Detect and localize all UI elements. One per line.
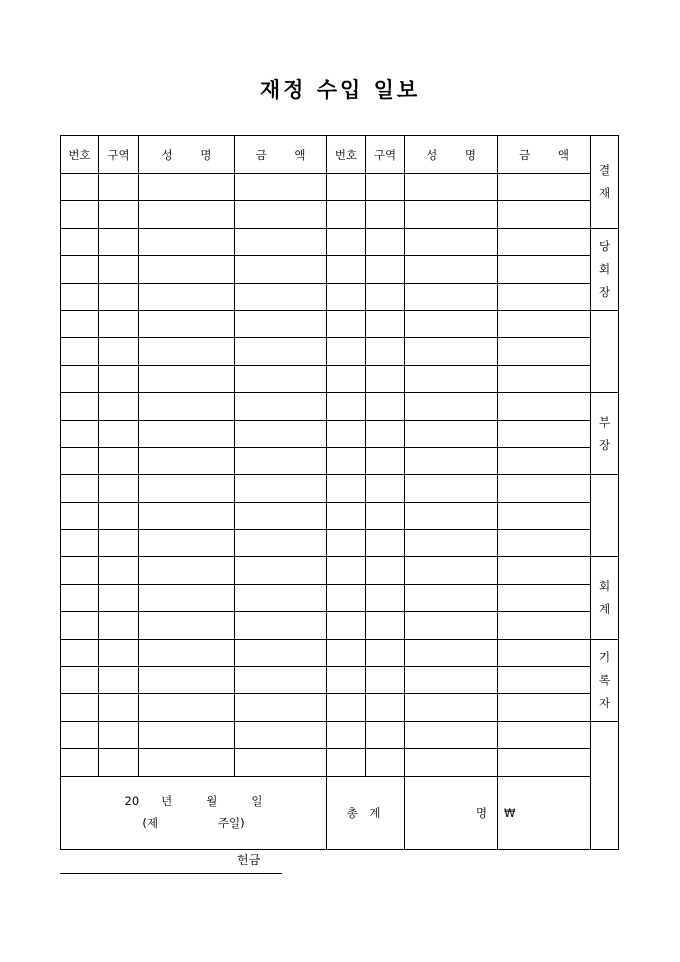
table-cell[interactable] [235, 310, 327, 337]
table-cell[interactable] [366, 365, 405, 392]
table-cell[interactable] [99, 174, 139, 201]
table-cell[interactable] [139, 694, 235, 721]
table-cell[interactable] [405, 557, 498, 584]
table-cell[interactable] [99, 530, 139, 557]
table-row [61, 174, 619, 201]
table-cell[interactable] [99, 667, 139, 694]
table-cell[interactable] [366, 584, 405, 611]
table-cell[interactable] [139, 420, 235, 447]
table-cell[interactable] [235, 612, 327, 639]
table-cell[interactable] [235, 174, 327, 201]
approval-blank-cell [591, 721, 619, 849]
table-cell[interactable] [235, 502, 327, 529]
approval-party-chair-cell [591, 228, 619, 310]
approval-sign-cell [591, 136, 619, 229]
table-cell[interactable] [498, 201, 591, 228]
date-line [61, 791, 326, 813]
table-cell[interactable] [405, 639, 498, 666]
approval-blank-cell [591, 310, 619, 392]
table-cell[interactable] [405, 530, 498, 557]
table-cell[interactable] [139, 201, 235, 228]
table-row [61, 749, 619, 776]
table-cell[interactable] [235, 283, 327, 310]
table-row [61, 201, 619, 228]
table-cell[interactable] [405, 612, 498, 639]
table-row [61, 420, 619, 447]
table-cell[interactable] [327, 338, 366, 365]
table-cell[interactable] [61, 283, 99, 310]
table-row [61, 557, 619, 584]
table-cell[interactable] [366, 475, 405, 502]
table-cell[interactable] [235, 228, 327, 255]
table-cell[interactable] [327, 612, 366, 639]
table-cell[interactable] [235, 256, 327, 283]
table-cell[interactable] [99, 557, 139, 584]
approval-accountant-label: 회계 [598, 579, 611, 617]
table-cell[interactable] [139, 365, 235, 392]
table-row [61, 667, 619, 694]
header-number-2: 번호 [327, 136, 366, 174]
total-label: 총 계 [327, 776, 405, 849]
table-cell[interactable] [366, 557, 405, 584]
table-cell[interactable] [366, 721, 405, 748]
header-name: 성 명 [139, 136, 235, 174]
table-cell[interactable] [99, 393, 139, 420]
table-cell[interactable] [327, 228, 366, 255]
approval-recorder-label: 기록자 [598, 649, 611, 710]
table-cell[interactable] [61, 639, 99, 666]
day-label: 일 [251, 793, 263, 808]
table-cell[interactable] [498, 228, 591, 255]
approval-sign-label: 결재 [598, 162, 611, 200]
table-cell[interactable] [61, 365, 99, 392]
table-cell[interactable] [498, 584, 591, 611]
table-cell[interactable] [235, 667, 327, 694]
header-name-2: 성 명 [405, 136, 498, 174]
table-cell[interactable] [61, 530, 99, 557]
header-row [61, 136, 619, 174]
table-cell[interactable] [327, 283, 366, 310]
table-cell[interactable] [235, 475, 327, 502]
table-cell[interactable] [366, 283, 405, 310]
table-cell[interactable] [405, 283, 498, 310]
week-label: 주일) [217, 815, 245, 830]
table-cell[interactable] [327, 447, 366, 474]
table-cell[interactable] [61, 721, 99, 748]
table-cell[interactable] [366, 420, 405, 447]
table-cell[interactable] [327, 749, 366, 776]
table-row [61, 310, 619, 337]
table-cell[interactable] [366, 530, 405, 557]
cash-underline [60, 873, 282, 874]
table-row [61, 338, 619, 365]
table-cell[interactable] [366, 201, 405, 228]
table-cell[interactable] [366, 447, 405, 474]
table-cell[interactable] [139, 475, 235, 502]
people-count-cell[interactable] [405, 776, 498, 849]
header-amount-2: 금 액 [498, 136, 591, 174]
table-cell[interactable] [327, 502, 366, 529]
table-cell[interactable] [498, 256, 591, 283]
table-cell[interactable] [139, 338, 235, 365]
table-cell[interactable] [235, 447, 327, 474]
table-cell[interactable] [327, 256, 366, 283]
table-cell[interactable] [498, 475, 591, 502]
table-cell[interactable] [235, 557, 327, 584]
table-row [61, 475, 619, 502]
page-title: 재정 수입 일보 [259, 77, 421, 102]
table-cell[interactable] [366, 612, 405, 639]
month-label: 월 [206, 793, 218, 808]
table-cell[interactable] [99, 283, 139, 310]
table-cell[interactable] [327, 420, 366, 447]
table-cell[interactable] [327, 201, 366, 228]
table-cell[interactable] [235, 365, 327, 392]
table-cell[interactable] [327, 584, 366, 611]
table-cell[interactable] [139, 612, 235, 639]
table-cell[interactable] [61, 174, 99, 201]
table-cell[interactable] [405, 475, 498, 502]
approval-accountant-cell [591, 557, 619, 639]
table-cell[interactable] [99, 201, 139, 228]
table-cell[interactable] [99, 447, 139, 474]
table-row [61, 228, 619, 255]
year-prefix: 20 [124, 793, 140, 808]
table-cell[interactable] [405, 667, 498, 694]
approval-party-chair-label: 당회장 [598, 238, 611, 299]
table-row [61, 502, 619, 529]
table-cell[interactable] [139, 749, 235, 776]
table-row [61, 612, 619, 639]
approval-department-head-cell [591, 393, 619, 475]
table-cell[interactable] [99, 420, 139, 447]
table-cell[interactable] [327, 174, 366, 201]
table-cell[interactable] [405, 393, 498, 420]
table-cell[interactable] [498, 174, 591, 201]
table-cell[interactable] [405, 365, 498, 392]
table-cell[interactable] [99, 228, 139, 255]
table-cell[interactable] [327, 667, 366, 694]
table-cell[interactable] [139, 393, 235, 420]
week-line [61, 813, 326, 835]
table-cell[interactable] [405, 694, 498, 721]
table-row [61, 530, 619, 557]
year-label: 년 [161, 793, 173, 808]
people-label: 명 [475, 805, 487, 820]
table-cell[interactable] [139, 639, 235, 666]
table-row [61, 365, 619, 392]
table-row [61, 584, 619, 611]
table-cell[interactable] [61, 393, 99, 420]
table-cell[interactable] [498, 612, 591, 639]
table-cell[interactable] [366, 502, 405, 529]
table-row [61, 694, 619, 721]
table-cell[interactable] [498, 749, 591, 776]
table-cell[interactable] [61, 420, 99, 447]
table-cell[interactable] [498, 721, 591, 748]
table-cell[interactable] [327, 694, 366, 721]
header-amount: 금 액 [235, 136, 327, 174]
table-cell[interactable] [61, 749, 99, 776]
table-cell[interactable] [405, 310, 498, 337]
table-cell[interactable] [498, 502, 591, 529]
table-cell[interactable] [235, 530, 327, 557]
table-cell[interactable] [498, 694, 591, 721]
table-cell[interactable] [235, 393, 327, 420]
table-cell[interactable] [366, 694, 405, 721]
table-cell[interactable] [235, 201, 327, 228]
table-cell[interactable] [99, 721, 139, 748]
table-cell[interactable] [405, 228, 498, 255]
table-cell[interactable] [405, 201, 498, 228]
table-cell[interactable] [498, 639, 591, 666]
table-cell[interactable] [99, 749, 139, 776]
table-cell[interactable] [139, 228, 235, 255]
table-cell[interactable] [405, 256, 498, 283]
table-cell[interactable] [99, 612, 139, 639]
table-cell[interactable] [61, 475, 99, 502]
table-cell[interactable] [405, 502, 498, 529]
table-cell[interactable] [139, 447, 235, 474]
table-cell[interactable] [498, 283, 591, 310]
table-cell[interactable] [139, 557, 235, 584]
table-cell[interactable] [405, 338, 498, 365]
date-cell [61, 776, 327, 849]
table-cell[interactable] [498, 557, 591, 584]
table-cell[interactable] [405, 174, 498, 201]
table-cell[interactable] [99, 338, 139, 365]
table-cell[interactable] [99, 502, 139, 529]
table-cell[interactable] [366, 174, 405, 201]
table-cell[interactable] [139, 502, 235, 529]
table-cell[interactable] [327, 310, 366, 337]
table-row [61, 639, 619, 666]
income-table [60, 135, 619, 850]
table-row [61, 721, 619, 748]
table-cell[interactable] [61, 201, 99, 228]
table-cell[interactable] [405, 447, 498, 474]
table-row [61, 393, 619, 420]
table-cell[interactable] [139, 256, 235, 283]
table-cell[interactable] [139, 721, 235, 748]
table-cell[interactable] [61, 256, 99, 283]
table-cell[interactable] [327, 721, 366, 748]
table-cell[interactable] [366, 310, 405, 337]
table-cell[interactable] [139, 667, 235, 694]
table-cell[interactable] [498, 420, 591, 447]
table-cell[interactable] [139, 584, 235, 611]
table-cell[interactable] [61, 338, 99, 365]
table-cell[interactable] [235, 639, 327, 666]
table-cell[interactable] [61, 694, 99, 721]
table-cell[interactable] [61, 557, 99, 584]
approval-recorder-cell [591, 639, 619, 721]
table-cell[interactable] [405, 584, 498, 611]
table-cell[interactable] [61, 502, 99, 529]
header-district-2: 구역 [366, 136, 405, 174]
table-cell[interactable] [498, 530, 591, 557]
table-cell[interactable] [327, 475, 366, 502]
table-cell[interactable] [235, 749, 327, 776]
table-cell[interactable] [235, 584, 327, 611]
table-row [61, 283, 619, 310]
table-cell[interactable] [61, 447, 99, 474]
header-number: 번호 [61, 136, 99, 174]
header-district: 구역 [99, 136, 139, 174]
table-cell[interactable] [366, 749, 405, 776]
table-cell[interactable] [61, 584, 99, 611]
table-cell[interactable] [405, 749, 498, 776]
cash-label: 헌금 [237, 853, 261, 867]
table-cell[interactable] [327, 557, 366, 584]
table-cell[interactable] [366, 228, 405, 255]
table-cell[interactable] [61, 310, 99, 337]
table-cell[interactable] [139, 174, 235, 201]
table-cell[interactable] [99, 256, 139, 283]
table-row [61, 256, 619, 283]
table-cell[interactable] [366, 393, 405, 420]
week-open: (제 [142, 815, 158, 830]
table-cell[interactable] [139, 283, 235, 310]
table-cell[interactable] [235, 721, 327, 748]
table-cell[interactable] [366, 639, 405, 666]
table-cell[interactable] [327, 365, 366, 392]
table-cell[interactable] [99, 310, 139, 337]
table-cell[interactable] [366, 256, 405, 283]
approval-blank-cell [591, 475, 619, 557]
table-cell[interactable] [405, 420, 498, 447]
table-cell[interactable] [366, 338, 405, 365]
table-cell[interactable] [498, 365, 591, 392]
table-cell[interactable] [498, 667, 591, 694]
table-cell[interactable] [99, 365, 139, 392]
footer-row [61, 776, 619, 849]
table-cell[interactable] [498, 393, 591, 420]
table-cell[interactable] [327, 530, 366, 557]
table-cell[interactable] [498, 447, 591, 474]
table-cell[interactable] [61, 228, 99, 255]
table-row [61, 447, 619, 474]
amount-total-cell[interactable] [498, 776, 591, 849]
table-cell[interactable] [139, 530, 235, 557]
currency-symbol: ₩ [504, 805, 516, 820]
table-cell[interactable] [235, 420, 327, 447]
table-cell[interactable] [99, 475, 139, 502]
table-cell[interactable] [366, 667, 405, 694]
table-cell[interactable] [235, 694, 327, 721]
table-cell[interactable] [235, 338, 327, 365]
table-cell[interactable] [327, 639, 366, 666]
table-cell[interactable] [327, 393, 366, 420]
table-cell[interactable] [498, 310, 591, 337]
approval-department-head-label: 부장 [598, 414, 611, 452]
table-cell[interactable] [139, 310, 235, 337]
table-cell[interactable] [61, 667, 99, 694]
table-cell[interactable] [99, 694, 139, 721]
table-cell[interactable] [405, 721, 498, 748]
table-cell[interactable] [99, 584, 139, 611]
table-cell[interactable] [498, 338, 591, 365]
table-cell[interactable] [61, 612, 99, 639]
table-cell[interactable] [99, 639, 139, 666]
